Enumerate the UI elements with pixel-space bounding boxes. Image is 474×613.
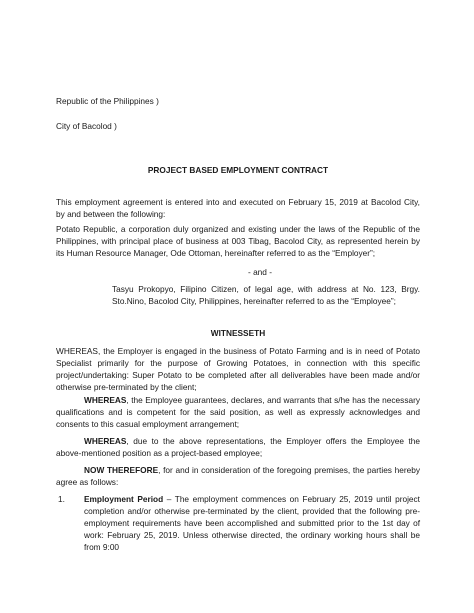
header-republic: Republic of the Philippines ) [56,96,159,106]
employee-paragraph: Tasyu Prokopyo, Filipino Citizen, of legal age, with address at No. 123, Brgy. Sto.Nino, Bacolod City, Philippines, hereinafter referred to as the “Employee”; [112,284,420,306]
header-city: City of Bacolod ) [56,121,117,131]
whereas-lead: WHEREAS [84,436,127,446]
witnesseth-heading: WITNESSETH [210,328,266,338]
list-item [56,493,420,553]
list-item-lead: Employment Period [84,494,164,504]
now-therefore-lead: NOW THEREFORE [84,465,159,475]
list-item-text: – The employment commences on February 25, 2019 until project completion and/or otherwise pre-terminated by the client, provided that the following pre-employment requirements have been accomplished and submitted prior to the 1st day of work: February 25, 2019. Unless otherwise directed, the ordinary working hours shall be from 9:00 [84,494,420,552]
whereas-paragraph-2 [56,394,420,430]
list-item-body [84,493,420,553]
whereas-paragraph-3 [56,435,420,459]
employer-paragraph: Potato Republic, a corporation duly organized and existing under the laws of the Republic of the Philippines, with principal place of business at 003 Tibag, Bacolod City, as represented herein by its Human Resource Manager, Ode Ottoman, hereinafter referred to as the “Employer”; [56,224,420,258]
and-separator: - and - [248,267,272,277]
document-title: PROJECT BASED EMPLOYMENT CONTRACT [147,165,329,175]
whereas-text: , the Employee guarantees, declares, and warrants that s/he has the necessary qualifications and is competent for the said position, as well as expressly acknowledges and consents to this casual employment arrangement; [56,395,420,429]
whereas-lead: WHEREAS [84,395,127,405]
intro-paragraph: This employment agreement is entered into and executed on February 15, 2019 at Bacolod City, by and between the following: [56,197,420,219]
whereas-paragraph-1: WHEREAS, the Employer is engaged in the business of Potato Farming and is in need of Potato Specialist primarily for the purpose of Growing Potatoes, in connection with this specific project/undertaking: Super Potato to be completed after all deliverables have been made and/or otherwise pre-terminated by the client; [56,346,420,392]
now-therefore-text: , for and in consideration of the foregoing premises, the parties hereby agree as follows: [56,465,420,487]
list-item-number: 1. [58,494,65,504]
now-therefore-paragraph [56,464,420,488]
whereas-text: , due to the above representations, the Employer offers the Employee the above-mentioned position as a project-based employee; [56,436,420,458]
